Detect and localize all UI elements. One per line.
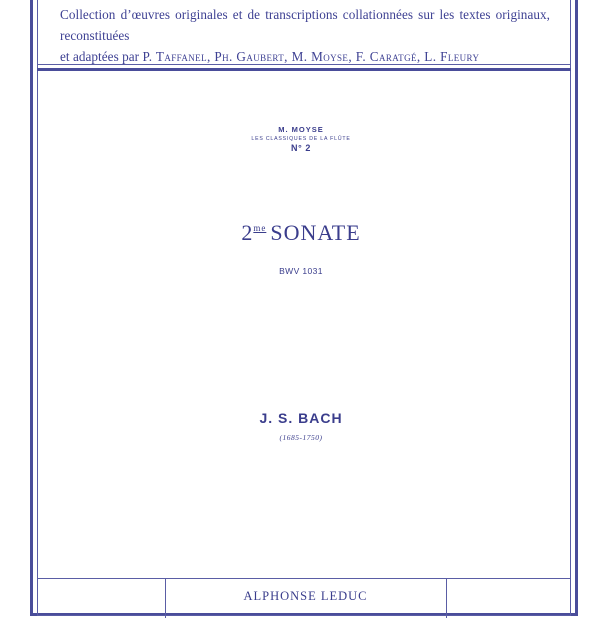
collection-description xyxy=(60,4,550,67)
work-title xyxy=(0,220,602,246)
collection-line-1: Collection d’œuvres originales et de transcriptions collationnées sur les textes originaux, reconstituées xyxy=(60,7,550,43)
editors-list: P. Taffanel, Ph. Gaubert, M. Moyse, F. Caratgé, L. Fleury xyxy=(142,49,480,64)
work-title-text: SONATE xyxy=(270,220,361,245)
series-number: N° 2 xyxy=(290,143,311,153)
footer-column-divider-right xyxy=(446,578,447,618)
collection-line-2 xyxy=(60,46,550,67)
catalog-number: BWV 1031 xyxy=(279,266,323,276)
inner-frame xyxy=(37,0,571,616)
series-editor: M. MOYSE xyxy=(278,125,324,134)
header-divider-thick xyxy=(37,68,571,71)
work-ordinal-suffix: me xyxy=(253,223,267,233)
series-name: LES CLASSIQUES DE LA FLÛTE xyxy=(251,136,351,142)
work-ordinal: 2 xyxy=(241,220,254,245)
composer-name: J. S. BACH xyxy=(259,410,343,426)
footer-divider xyxy=(37,578,571,579)
publisher-name: ALPHONSE LEDUC xyxy=(243,589,368,603)
collection-line-2-prefix: et adaptées par xyxy=(60,49,143,64)
composer-dates: (1685-1750) xyxy=(279,433,323,442)
